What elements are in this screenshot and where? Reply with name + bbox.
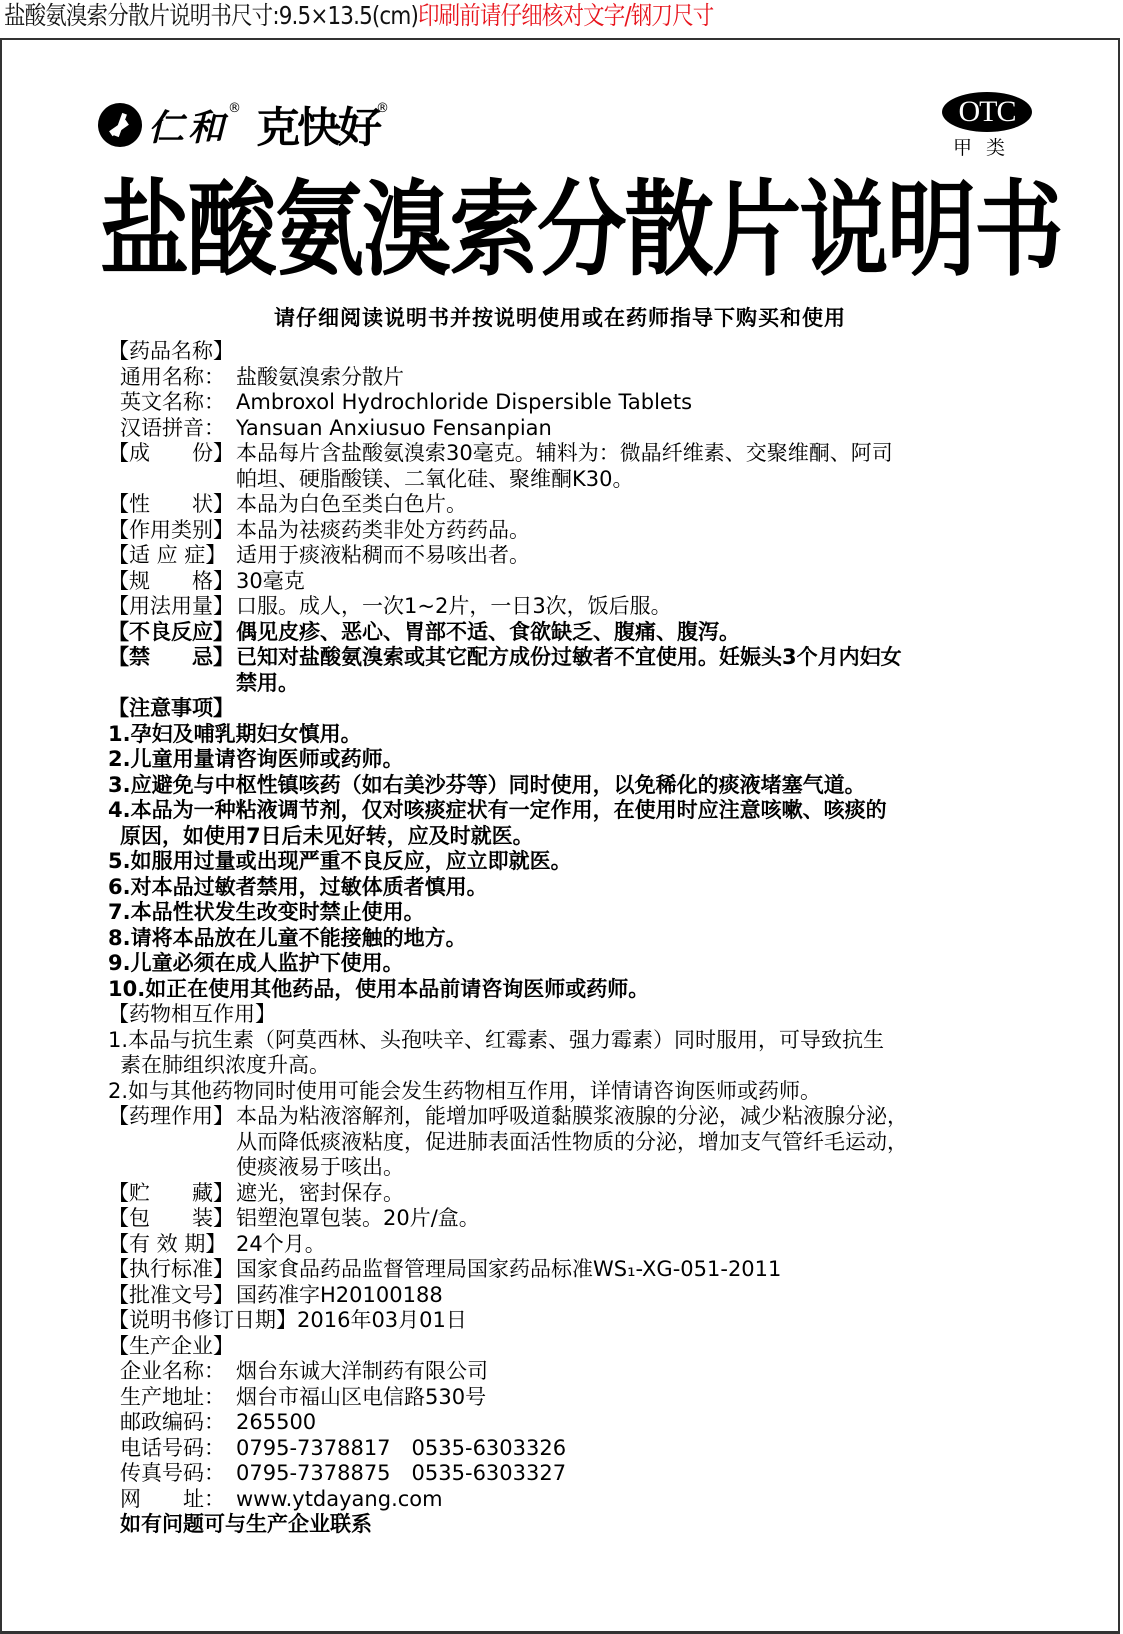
field-website: 网 址： www.ytdayang.com (120, 1486, 443, 1511)
section-heading-precautions: 【注意事项】 (108, 696, 234, 720)
list-item: 7.本品性状发生改变时禁止使用。 (108, 900, 425, 924)
field-pinyin: 汉语拼音： Yansuan Anxiusuo Fensanpian (120, 415, 552, 440)
field-address: 生产地址： 烟台市福山区电信路530号 (120, 1384, 487, 1409)
brand-logos (98, 95, 389, 155)
field-english-name: 英文名称： Ambroxol Hydrochloride Dispersible Tablets (120, 390, 693, 414)
field-generic-name: 通用名称： 盐酸氨溴索分散片 (120, 364, 404, 389)
section-category: 【作用类别】 本品为祛痰药类非处方药药品。 (108, 517, 530, 542)
section-heading-interactions: 【药物相互作用】 (108, 1002, 276, 1026)
list-item: 2.儿童用量请咨询医师或药师。 (108, 747, 404, 771)
product-logo-text: 克快好 (256, 103, 379, 152)
list-item: 2.如与其他药物同时使用可能会发生药物相互作用，详情请咨询医师或药师。 (108, 1078, 822, 1103)
section-approval: 【批准文号】 国药准字H20100188 (108, 1282, 443, 1307)
list-item: 3.应避免与中枢性镇咳药（如右美沙芬等）同时使用，以免稀化的痰液堵塞气道。 (108, 772, 866, 797)
section-indications: 【适 应 症】 适用于痰液粘稠而不易咳出者。 (108, 543, 530, 567)
section-dosage: 【用法用量】 口服。成人，一次1~2片，一日3次，饭后服。 (108, 594, 672, 618)
section-storage: 【贮 藏】 遮光，密封保存。 (108, 1180, 404, 1205)
section-heading-drug-name: 【药品名称】 (108, 339, 234, 363)
section-ingredients: 【成 份】 本品每片含盐酸氨溴索30毫克。辅料为：微晶纤维素、交聚维酮、阿司 帕坦、硬脂酸镁、二氧化硅、聚维酮K30。 (108, 441, 893, 491)
registered-icon: ® (228, 101, 242, 116)
field-fax: 传真号码： 0795-7378875 0535-6303327 (120, 1461, 567, 1485)
section-manufacturer (108, 1334, 1048, 1513)
list-item-continued: 原因，如使用7日后未见好转，应及时就医。 (120, 823, 534, 848)
list-item: 5.如服用过量或出现严重不良反应，应立即就医。 (108, 849, 572, 873)
section-heading-manufacturer: 【生产企业】 (108, 1333, 234, 1358)
field-phone: 电话号码： 0795-7378817 0535-6303326 (120, 1435, 567, 1460)
section-validity: 【有 效 期】 24个月。 (108, 1231, 326, 1256)
section-specification: 【规 格】 30毫克 (108, 568, 305, 593)
section-package: 【包 装】 铝塑泡罩包装。20片/盒。 (108, 1206, 480, 1230)
list-item: 4.本品为一种粘液调节剂，仅对咳痰症状有一定作用，在使用时应注意咳嗽、咳痰的 (108, 798, 887, 822)
list-item: 8.请将本品放在儿童不能接触的地方。 (108, 925, 467, 950)
page-title: 盐酸氨溴索分散片说明书 (100, 169, 1062, 291)
section-pharmacology: 【药理作用】 本品为粘液溶解剂，能增加呼吸道黏膜浆液腺的分泌，减少粘液腺分泌， 从而降低痰液粘度，促进肺表面活性物质的分泌，增加支气管纤毛运动， 使痰液易于咳出。 (108, 1104, 908, 1179)
section-adverse-reactions: 【不良反应】 偶见皮疹、恶心、胃部不适、食欲缺乏、腹痛、腹泻。 (108, 619, 740, 644)
print-warning: 印刷前请仔细核对文字/钢刀尺寸 (418, 1, 714, 30)
list-item: 1.孕妇及哺乳期妇女慎用。 (108, 721, 362, 746)
field-postcode: 邮政编码： 265500 (120, 1410, 317, 1434)
subtitle: 请仔细阅读说明书并按说明使用或在药师指导下购买和使用 (274, 306, 846, 330)
list-item: 9.儿童必须在成人监护下使用。 (108, 951, 404, 975)
company-logo-text: 仁和 (148, 106, 229, 149)
section-contraindications: 【禁 忌】 已知对盐酸氨溴索或其它配方成份过敏者不宜使用。妊娠头3个月内妇女 禁用。 (108, 645, 902, 695)
section-appearance: 【性 状】 本品为白色至类白色片。 (108, 492, 467, 516)
otc-badge: OTC (942, 92, 1032, 132)
renhe-logo-icon (98, 103, 142, 147)
list-item: 1.本品与抗生素（阿莫西林、头孢呋辛、红霉素、强力霉素）同时服用，可导致抗生 (108, 1027, 885, 1052)
registered-icon: ® (376, 101, 390, 116)
size-spec: 盐酸氨溴索分散片说明书尺寸:9.5×13.5(cm) (4, 1, 419, 30)
print-spec-note (4, 0, 713, 34)
leaflet-body (108, 339, 1048, 1538)
otc-class-label: 甲类 (953, 137, 1020, 159)
section-interactions (108, 1002, 1048, 1104)
section-standard: 【执行标准】 国家食品药品监督管理局国家药品标准WS₁-XG-051-2011 (108, 1257, 782, 1281)
contact-note: 如有问题可与生产企业联系 (120, 1512, 372, 1536)
list-item: 6.对本品过敏者禁用，过敏体质者慎用。 (108, 874, 488, 899)
section-precautions (108, 696, 1048, 1002)
list-item: 10.如正在使用其他药品，使用本品前请咨询医师或药师。 (108, 976, 650, 1001)
list-item-continued: 素在肺组织浓度升高。 (120, 1053, 330, 1077)
section-revision-date: 【说明书修订日期】2016年03月01日 (108, 1308, 467, 1332)
field-company-name: 企业名称： 烟台东诚大洋制药有限公司 (120, 1359, 488, 1383)
